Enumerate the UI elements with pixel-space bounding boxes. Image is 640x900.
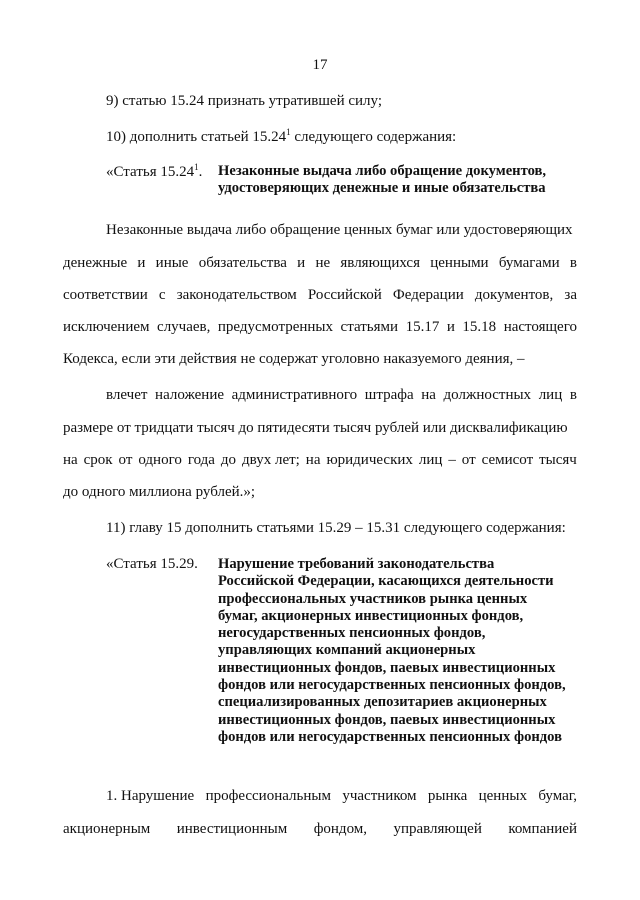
word: тысяч (539, 452, 577, 468)
word: 15.17 (405, 319, 440, 335)
word: иные (155, 255, 189, 271)
word: административного (231, 387, 358, 403)
word: 15.18 (462, 319, 497, 335)
paragraph-line: Кодекса, если эти действия не содержат уголовно наказуемого деяния, – (63, 351, 525, 367)
word: документов, (474, 287, 554, 303)
word: штрафа (364, 387, 414, 403)
word: влечет (106, 387, 148, 403)
paragraph-line (63, 254, 577, 272)
word: обязательства (198, 255, 287, 271)
word: срок (83, 452, 113, 468)
word: на (63, 452, 78, 468)
word: Российской (307, 287, 382, 303)
paragraph-line (63, 451, 577, 469)
article-label: «Статья 15.24$^1$. (106, 162, 203, 180)
word: лиц (538, 387, 563, 403)
word: за (564, 287, 577, 303)
word: на (305, 452, 321, 468)
article-label: «Статья 15.29. (106, 556, 198, 572)
word: на (421, 387, 436, 403)
paragraph-line (63, 286, 577, 304)
word: инвестиционным (176, 821, 288, 837)
article-title-line: удостоверяющих денежные и иные обязательства (218, 180, 546, 197)
word: бумаг, (538, 788, 577, 804)
word: случаев, (157, 319, 211, 335)
word: ценными (430, 255, 489, 271)
word: не (315, 255, 331, 271)
article-title-line: негосударственных пенсионных фондов, (218, 625, 486, 642)
article-title-line: инвестиционных фондов, паевых инвестиционных (218, 659, 556, 676)
word: – (448, 452, 456, 468)
paragraph-line (63, 318, 577, 336)
word: лиц (418, 452, 443, 468)
paragraph-line: размере от тридцати тысяч до пятидесяти тысяч рублей или дисквалификацию (63, 420, 568, 436)
word: семисот (481, 452, 534, 468)
paragraph-line: до одного миллиона рублей.»; (63, 484, 256, 500)
paragraph-line: Незаконные выдача либо обращение ценных бумаг или удостоверяющих (106, 222, 573, 238)
word: 1. Нарушение (106, 788, 195, 804)
article-title-line: специализированных депозитариев акционерных (218, 694, 547, 711)
article-title-line: фондов или негосударственных пенсионных фондов (218, 728, 562, 745)
word: исключением (63, 319, 150, 335)
article-title-line: бумаг, акционерных инвестиционных фондов, (218, 607, 524, 624)
word: должностных (443, 387, 532, 403)
word: от (118, 452, 133, 468)
article-title (218, 556, 566, 746)
article-title-line: инвестиционных фондов, паевых инвестиционных (218, 711, 556, 728)
article-title-line: управляющих компаний акционерных (218, 642, 476, 659)
word: юридических (326, 452, 413, 468)
word: до (220, 452, 237, 468)
article-title-line: Незаконные выдача либо обращение документов, (218, 163, 547, 179)
word: компанией (508, 821, 577, 837)
word: денежные (63, 255, 128, 271)
item-11: 11) главу 15 дополнить статьями 15.29 – 15.31 следующего содержания: (106, 520, 566, 536)
article-title-line: Российской Федерации, касающихся деятельности (218, 573, 554, 590)
word: в (569, 255, 577, 271)
article-title (218, 163, 546, 198)
word: с (158, 287, 166, 303)
word: предусмотренных (217, 319, 334, 335)
word: ценных (478, 788, 527, 804)
word: рынка (427, 788, 468, 804)
word: соответствии (63, 287, 148, 303)
word: фондом, (313, 821, 368, 837)
word: от (461, 452, 476, 468)
word: одного (138, 452, 182, 468)
word: года (187, 452, 215, 468)
paragraph-line (63, 820, 577, 838)
item-10: 10) дополнить статьей 15.24$^1$ следующего содержания: (106, 127, 457, 145)
word: акционерным (63, 821, 151, 837)
item-9: 9) статью 15.24 признать утратившей силу; (106, 93, 382, 109)
word: статьями (340, 319, 399, 335)
word: двух лет; (242, 452, 300, 468)
paragraph-line (106, 386, 577, 404)
word: в (569, 387, 577, 403)
article-title-line: фондов или негосударственных пенсионных фондов, (218, 677, 566, 694)
word: участником (342, 788, 417, 804)
word: Федерации (392, 287, 464, 303)
article-title-line: Нарушение требований законодательства (218, 556, 495, 572)
word: профессиональным (205, 788, 331, 804)
word: настоящего (503, 319, 577, 335)
word: наложение (155, 387, 225, 403)
word: и (137, 255, 146, 271)
page-number: 17 (312, 57, 328, 73)
word: являющихся (340, 255, 420, 271)
paragraph-line (106, 787, 577, 805)
article-title-line: профессиональных участников рынка ценных (218, 590, 528, 607)
word: бумагами (498, 255, 560, 271)
word: и (446, 319, 455, 335)
word: и (297, 255, 306, 271)
word: законодательством (176, 287, 297, 303)
word: управляющей (393, 821, 482, 837)
